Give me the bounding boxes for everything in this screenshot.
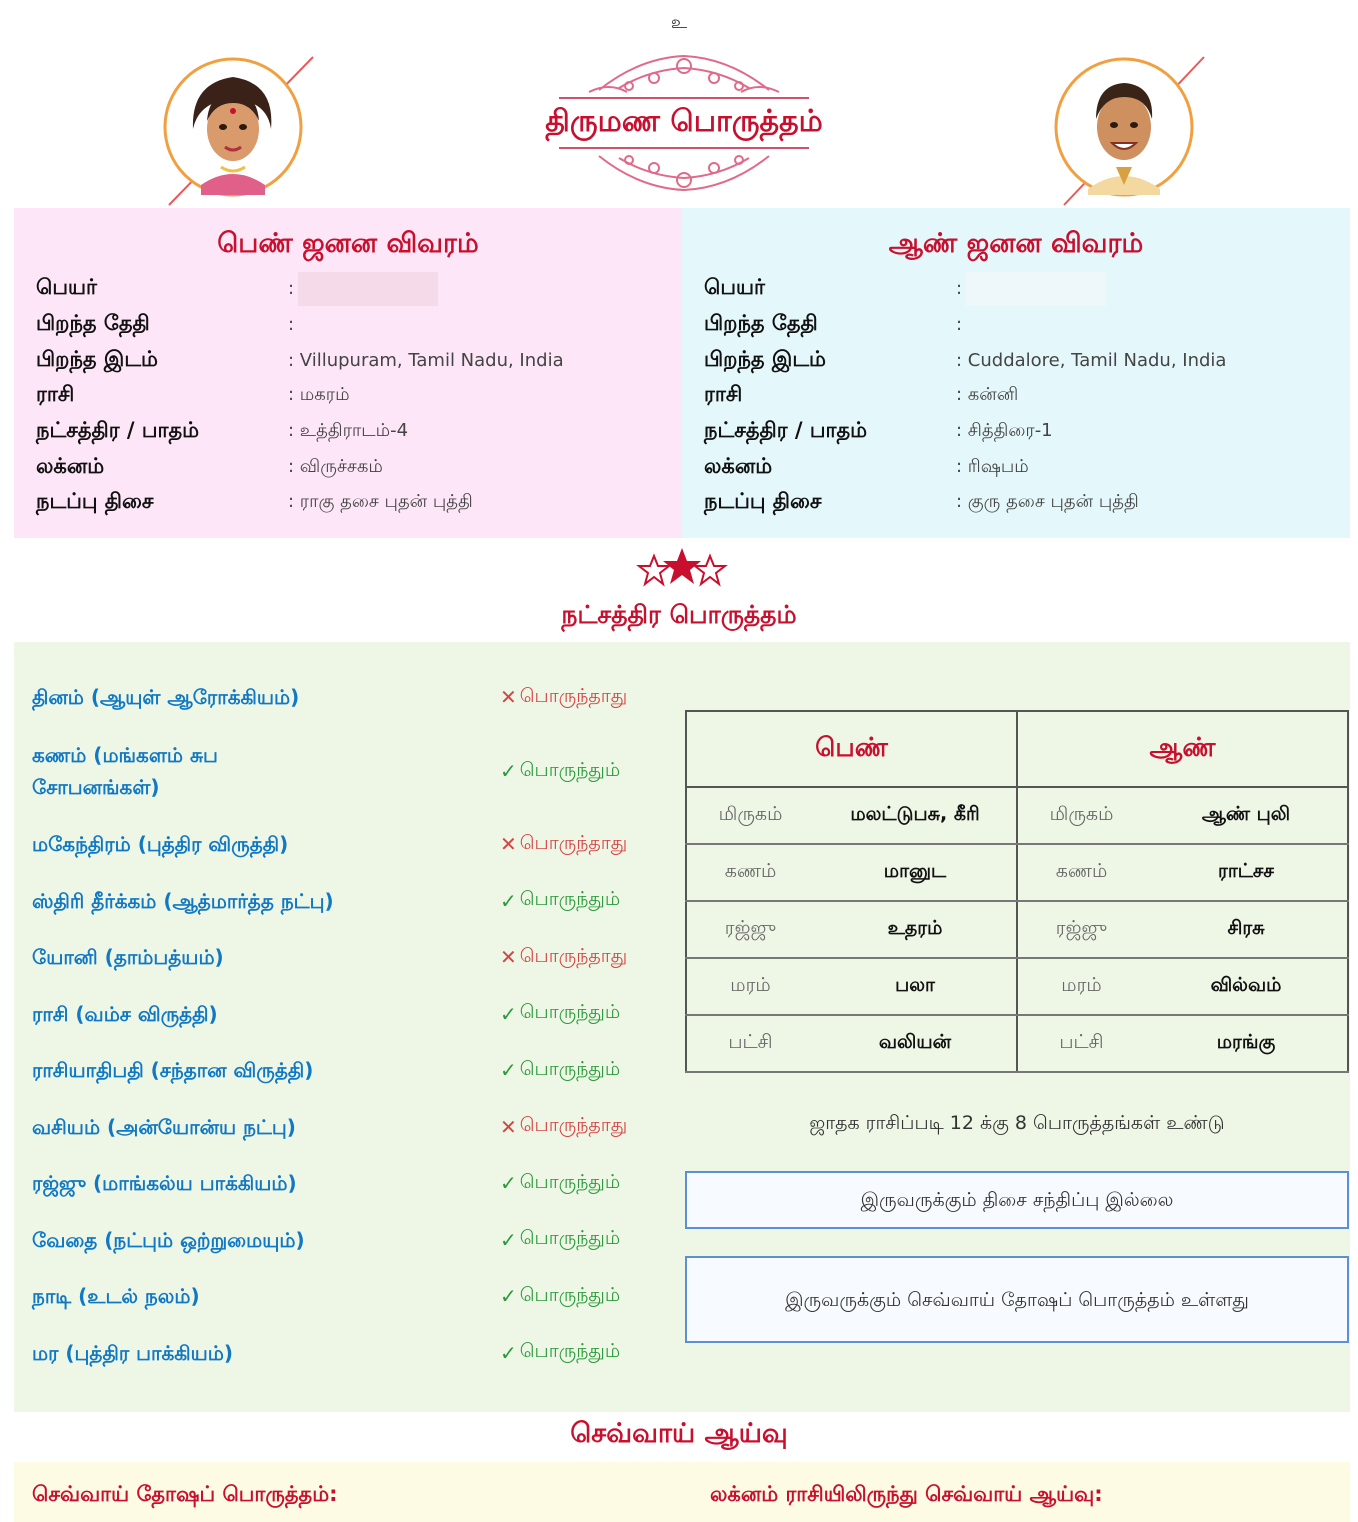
detail-value-text: : (956, 277, 963, 299)
groom-avatar (1054, 55, 1194, 195)
cross-icon: ✕ (500, 832, 517, 856)
status-text: பொருந்தும் (519, 1227, 621, 1249)
bride-row-star (36, 414, 682, 450)
match-name: ராசி (வம்ச விருத்தி) (32, 1001, 218, 1026)
cell-label: மிருகம் (686, 787, 814, 844)
status-text: பொருந்தும் (519, 1170, 621, 1193)
match-item (32, 1268, 682, 1324)
redacted-name (966, 272, 1106, 306)
bride-row-name (36, 271, 682, 307)
bride-details (14, 208, 682, 538)
nakshatra-title: நட்சத்திர பொருத்தம் (561, 600, 797, 629)
bride-row-rasi (36, 378, 682, 414)
groom-details (682, 208, 1350, 538)
detail-label: லக்னம் (36, 453, 105, 478)
cell-bride: மானுட (814, 844, 1017, 901)
sevvai-dosha-box (685, 1256, 1349, 1343)
cell-groom: ராட்சச (1145, 844, 1348, 901)
match-name: நாடி (உடல் நலம்) (32, 1284, 200, 1308)
detail-label: நட்சத்திர / பாதம் (36, 418, 200, 443)
bride-avatar (163, 55, 303, 195)
match-item (32, 985, 682, 1042)
match-summary: ஜாதக ராசிப்படி 12 க்கு 8 பொருத்தங்கள் உண்டு (809, 1112, 1225, 1134)
match-item (32, 1211, 682, 1268)
match-status (500, 1171, 620, 1196)
detail-value: : குரு தசை புதன் புத்தி (956, 491, 1139, 513)
check-icon: ✓ (500, 888, 517, 913)
groom-row-name (704, 271, 1350, 307)
detail-label: பிறந்த தேதி (36, 311, 150, 336)
status-text: பொருந்தும் (519, 1283, 621, 1306)
detail-label: நட்சத்திர / பாதம் (704, 418, 868, 443)
check-icon: ✓ (500, 1001, 517, 1026)
cell-label: ரஜ்ஜு (1017, 901, 1145, 958)
detail-value: : ராகு தசை புதன் புத்தி (288, 491, 473, 513)
check-icon: ✓ (500, 759, 517, 783)
match-name: ரஜ்ஜு (மாங்கல்ய பாக்கியம்) (32, 1171, 297, 1195)
detail-value-text: : (956, 314, 963, 336)
match-item (32, 1042, 682, 1098)
detail-label: லக்னம் (704, 453, 773, 478)
header-groom: ஆண் (1017, 711, 1348, 787)
detail-label: பிறந்த இடம் (36, 346, 158, 371)
match-item (32, 1324, 682, 1381)
match-name: தினம் (ஆயுள் ஆரோக்கியம்) (32, 685, 300, 709)
groom-avatar-illustration (1054, 55, 1214, 215)
bride-heading: பெண் ஜனன விவரம் (217, 228, 479, 259)
detail-value (956, 314, 962, 335)
match-item (32, 1155, 682, 1211)
sevvai-left-heading: செவ்வாய் தோஷப் பொருத்தம்: (32, 1482, 338, 1506)
detail-value (956, 272, 1106, 306)
check-icon: ✓ (500, 1227, 517, 1252)
match-status (500, 1284, 620, 1309)
match-item (32, 668, 682, 726)
check-icon: ✓ (500, 1284, 517, 1308)
match-status (500, 1340, 620, 1365)
groom-row-lagna (704, 449, 1350, 485)
dasa-sandhi-text: இருவருக்கும் திசை சந்திப்பு இல்லை (860, 1189, 1174, 1211)
status-text: பொருந்தாது (519, 1114, 628, 1136)
cell-label: மிருகம் (1017, 787, 1145, 844)
cell-bride: உதரம் (814, 901, 1017, 958)
cell-label: கணம் (1017, 844, 1145, 901)
detail-label: நடப்பு திசை (704, 489, 822, 514)
status-text: பொருந்தாது (519, 684, 628, 707)
detail-value: : சித்திரை-1 (956, 420, 1053, 442)
comparison-table (685, 710, 1349, 1073)
cell-label: கணம் (686, 844, 814, 901)
nakshatra-section (14, 642, 1350, 1412)
cell-groom: சிரசு (1145, 901, 1348, 958)
match-name: மர (புத்திர பாக்கியம்) (32, 1340, 234, 1365)
match-status (500, 1001, 620, 1026)
cell-label: மரம் (1017, 958, 1145, 1015)
bride-row-dasa (36, 485, 682, 521)
status-text: பொருந்தும் (519, 758, 621, 781)
groom-row-dasa (704, 485, 1350, 521)
sevvai-section (14, 1462, 1350, 1522)
sevvai-dosha-text: இருவருக்கும் செவ்வாய் தோஷப் பொருத்தம் உள்ளது (785, 1288, 1249, 1311)
match-name: ராசியாதிபதி (சந்தான விருத்தி) (32, 1058, 314, 1082)
detail-label: பிறந்த தேதி (704, 311, 818, 336)
match-name: கணம் (மங்களம் சுப சோபனங்கள்) (32, 743, 218, 799)
status-text: பொருந்தும் (519, 1340, 621, 1362)
match-name: மகேந்திரம் (புத்திர விருத்தி) (32, 832, 289, 856)
table-row (686, 958, 1348, 1015)
detail-label: ராசி (36, 382, 75, 407)
detail-value: : Villupuram, Tamil Nadu, India (288, 349, 564, 371)
match-status (500, 832, 627, 857)
detail-label: நடப்பு திசை (36, 489, 154, 514)
bride-row-place (36, 342, 682, 378)
cell-bride: பலா (814, 958, 1017, 1015)
groom-row-dob (704, 307, 1350, 343)
cell-groom: ஆண் புலி (1145, 787, 1348, 844)
match-name: வசியம் (அன்யோன்ய நட்பு) (32, 1114, 296, 1139)
cell-label: பட்சி (1017, 1015, 1145, 1072)
groom-heading: ஆண் ஜனன விவரம் (888, 228, 1144, 259)
cross-icon: ✕ (500, 945, 517, 969)
detail-value: : விருச்சகம் (288, 455, 383, 477)
match-item (32, 1098, 682, 1155)
cell-bride: வலியன் (814, 1015, 1017, 1072)
check-icon: ✓ (500, 1058, 517, 1082)
match-item (32, 872, 682, 929)
status-text: பொருந்தும் (519, 1057, 621, 1080)
status-text: பொருந்தாது (519, 944, 628, 967)
match-list (32, 668, 682, 1381)
detail-label: ராசி (704, 382, 743, 407)
table-row (686, 844, 1348, 901)
sevvai-right-heading: லக்னம் ராசியிலிருந்து செவ்வாய் ஆய்வு: (710, 1482, 1103, 1506)
bride-avatar-illustration (163, 55, 323, 215)
stars-icon (634, 546, 730, 590)
match-status (500, 1114, 627, 1139)
cell-groom: வில்வம் (1145, 958, 1348, 1015)
detail-value-text: : (288, 314, 295, 336)
title-ornament (529, 48, 839, 198)
cell-label: பட்சி (686, 1015, 814, 1072)
redacted-name (298, 272, 438, 306)
match-status (500, 1058, 620, 1083)
match-status (500, 685, 627, 710)
detail-label: பெயர் (704, 275, 765, 300)
detail-value: : Cuddalore, Tamil Nadu, India (956, 349, 1227, 371)
match-item (32, 726, 682, 816)
detail-label: பெயர் (36, 275, 97, 300)
table-row (686, 787, 1348, 844)
table-row (686, 1015, 1348, 1072)
sevvai-title: செவ்வாய் ஆய்வு (570, 1418, 788, 1449)
bride-row-dob (36, 307, 682, 343)
table-row (686, 901, 1348, 958)
match-status (500, 888, 620, 913)
detail-value: : கன்னி (956, 384, 1019, 406)
page-title: திருமண பொருத்தம் (545, 104, 823, 139)
cell-bride: மலட்டுபசு, கீரி (814, 787, 1017, 844)
detail-value: : ரிஷபம் (956, 455, 1029, 477)
check-icon: ✓ (500, 1171, 517, 1195)
detail-label: பிறந்த இடம் (704, 346, 826, 371)
cell-label: ரஜ்ஜு (686, 901, 814, 958)
status-text: பொருந்தும் (519, 888, 621, 910)
status-text: பொருந்தும் (519, 1001, 621, 1023)
detail-value (288, 314, 294, 335)
match-status (500, 759, 620, 784)
birth-details-section (14, 208, 1350, 538)
detail-value-text: : (288, 277, 295, 299)
cell-label: மரம் (686, 958, 814, 1015)
check-icon: ✓ (500, 1340, 517, 1365)
match-name: ஸ்திரி தீர்க்கம் (ஆத்மார்த்த நட்பு) (32, 888, 334, 913)
header-bride: பெண் (686, 711, 1017, 787)
match-item (32, 929, 682, 985)
status-text: பொருந்தாது (519, 831, 628, 854)
cross-icon: ✕ (500, 685, 517, 709)
cross-icon: ✕ (500, 1114, 517, 1139)
match-name: வேதை (நட்பும் ஒற்றுமையும்) (32, 1227, 305, 1252)
bride-row-lagna (36, 449, 682, 485)
om-symbol: உ (670, 12, 688, 33)
groom-row-star (704, 414, 1350, 450)
detail-value (288, 272, 438, 306)
dasa-sandhi-box (685, 1171, 1349, 1229)
groom-row-rasi (704, 378, 1350, 414)
match-status (500, 945, 627, 970)
detail-value: : மகரம் (288, 384, 350, 406)
cell-groom: மரங்கு (1145, 1015, 1348, 1072)
match-status (500, 1227, 620, 1252)
match-name: யோனி (தாம்பத்யம்) (32, 945, 224, 969)
detail-value: : உத்திராடம்-4 (288, 420, 409, 442)
table-header (686, 711, 1348, 787)
groom-row-place (704, 342, 1350, 378)
match-item (32, 816, 682, 872)
